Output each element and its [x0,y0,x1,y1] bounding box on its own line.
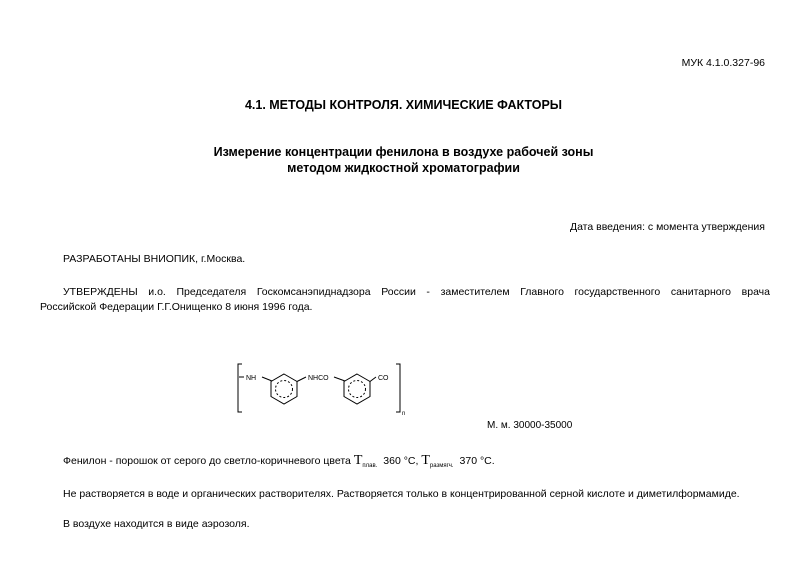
section-title: 4.1. МЕТОДЫ КОНТРОЛЯ. ХИМИЧЕСКИЕ ФАКТОРЫ [244,98,563,112]
main-title-line-2: методом жидкостной хроматографии [287,161,520,175]
benzene-ring-1 [271,374,297,404]
paragraph-air-form: В воздухе находится в виде аэрозоля. [63,518,250,530]
approved-line-1: УТВЕРЖДЕНЫ и.о. Председателя Госкомсанэпиднадзора России - заместителем Главного государственного санитарного врача [63,286,770,298]
melting-point-symbol: T [353,453,363,468]
developed-by-text: РАЗРАБОТАНЫ ВНИОПИК, г.Москва. [63,253,246,265]
main-title [0,144,807,176]
molecular-weight: М. м. 30000-35000 [487,420,573,431]
document-code: МУК 4.1.0.327-96 [681,57,765,69]
formula-group-nhco: NHCO [308,375,329,382]
softening-point-symbol: T [421,453,430,468]
melting-point-value: 360 °С, [383,455,419,467]
paragraph-appearance-text: Фенилон - порошок от серого до светло-коричневого цвета [63,455,351,467]
paragraph-solubility: Не растворяется в воде и органических растворителях. Растворяется только в концентрированной серной кислоте и диметилформамиде. [63,488,740,500]
approved-by-text [40,285,770,315]
right-bracket [396,364,400,412]
softening-point-subscript: размягч. [429,463,454,469]
structural-formula-image [230,362,420,416]
paragraph-appearance [63,453,495,469]
formula-group-co: CO [378,375,389,382]
formula-subscript: n [402,411,406,416]
melting-point-subscript: плав. [362,463,378,469]
structural-formula [230,362,420,421]
benzene-ring-2 [344,374,370,404]
introduction-date: Дата введения: с момента утверждения [569,221,765,233]
softening-point-value: 370 °С. [459,455,495,467]
formula-group-nh: NH [246,375,257,382]
approved-line-2: Российской Федерации Г.Г.Онищенко 8 июня 1996 года. [40,301,313,313]
main-title-line-1: Измерение концентрации фенилона в воздухе рабочей зоны [213,145,594,159]
left-bracket [238,364,242,412]
